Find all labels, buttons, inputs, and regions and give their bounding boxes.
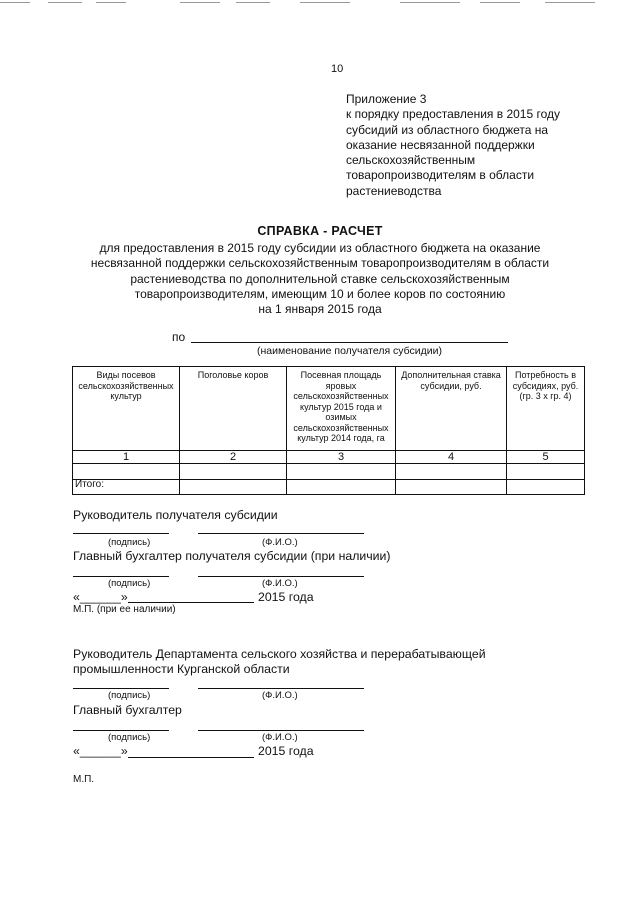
subtitle-line: товаропроизводителям, имеющим 10 и более коров по состоянию bbox=[134, 286, 506, 301]
signature-caption: (подпись) bbox=[108, 537, 151, 548]
subtitle-line: для предоставления в 2015 году субсидии из областного бюджета на оказание bbox=[99, 241, 541, 255]
recipient-head-label: Руководитель получателя субсидии bbox=[73, 508, 278, 522]
table-cell[interactable] bbox=[180, 464, 287, 480]
column-header: Поголовье коров bbox=[180, 367, 287, 451]
table-header-row bbox=[73, 367, 585, 451]
total-label: Итого: bbox=[73, 480, 180, 495]
column-number: 3 bbox=[287, 451, 396, 464]
table-cell[interactable] bbox=[180, 480, 287, 495]
signature-line[interactable] bbox=[73, 688, 169, 689]
table-row bbox=[73, 464, 585, 480]
table-cell[interactable] bbox=[287, 464, 396, 480]
name-line[interactable] bbox=[198, 533, 364, 534]
column-number: 4 bbox=[396, 451, 507, 464]
date-year: 2015 года bbox=[258, 590, 314, 604]
subtitle-line: растениеводства по дополнительной ставке сельскохозяйственным bbox=[130, 271, 510, 286]
column-header: Посевная площадь яровых сельскохозяйственных культур 2015 года и озимых сельскохозяйственных культур 2014 года, га bbox=[287, 367, 396, 451]
annex-line: к порядку предоставления в 2015 году bbox=[346, 107, 561, 122]
signature-caption: (подпись) bbox=[108, 578, 151, 589]
annex-line: товаропроизводителям в области bbox=[346, 168, 535, 183]
name-caption: (Ф.И.О.) bbox=[262, 690, 298, 701]
table-cell[interactable] bbox=[507, 464, 585, 480]
column-number: 1 bbox=[73, 451, 180, 464]
annex-line: растениеводства bbox=[346, 183, 442, 198]
dept-accountant-label: Главный бухгалтер bbox=[73, 703, 182, 717]
date-year: 2015 года bbox=[258, 744, 314, 758]
recipient-accountant-label: Главный бухгалтер получателя субсидии (при наличии) bbox=[73, 549, 391, 563]
table-cell[interactable] bbox=[396, 464, 507, 480]
document-title: СПРАВКА - РАСЧЕТ bbox=[257, 224, 383, 238]
name-caption: (Ф.И.О.) bbox=[262, 732, 298, 743]
column-number-row bbox=[73, 451, 585, 464]
date-open: «______» bbox=[73, 590, 128, 604]
recipient-caption: (наименование получателя субсидии) bbox=[256, 345, 443, 357]
annex-line: Приложение 3 bbox=[346, 92, 427, 106]
signature-caption: (подпись) bbox=[108, 690, 151, 701]
signature-line[interactable] bbox=[73, 730, 169, 731]
annex-block bbox=[346, 92, 596, 199]
annex-line: сельскохозяйственным bbox=[346, 153, 476, 168]
column-number: 2 bbox=[180, 451, 287, 464]
annex-line: субсидий из областного бюджета на bbox=[346, 122, 549, 137]
top-edge-marks bbox=[0, 0, 640, 6]
table-cell[interactable] bbox=[73, 464, 180, 480]
recipient-name-field[interactable] bbox=[191, 342, 508, 343]
stamp-label: М.П. bbox=[73, 774, 95, 785]
recipient-label: по bbox=[172, 330, 186, 344]
document-subtitle bbox=[60, 241, 580, 317]
name-line[interactable] bbox=[198, 688, 364, 689]
dept-head-label-line2: промышленности Курганской области bbox=[73, 662, 290, 676]
date-open: «______» bbox=[73, 744, 128, 758]
dept-head-label-line1: Руководитель Департамента сельского хозяйства и перерабатывающей bbox=[73, 647, 486, 661]
table-cell[interactable] bbox=[287, 480, 396, 495]
table-cell[interactable] bbox=[507, 480, 585, 495]
name-caption: (Ф.И.О.) bbox=[262, 578, 298, 589]
column-header: Виды посевов сельскохозяйственных культур bbox=[73, 367, 180, 451]
signature-caption: (подпись) bbox=[108, 732, 151, 743]
date-month-line[interactable] bbox=[128, 757, 254, 758]
annex-line: оказание несвязанной поддержки bbox=[346, 137, 535, 152]
name-line[interactable] bbox=[198, 730, 364, 731]
table-cell[interactable] bbox=[396, 480, 507, 495]
subtitle-line: на 1 января 2015 года bbox=[258, 302, 382, 317]
column-header: Потребность в субсидиях, руб. (гр. 3 х гр. 4) bbox=[507, 367, 585, 451]
name-line[interactable] bbox=[198, 576, 364, 577]
calculation-table bbox=[72, 366, 585, 495]
signature-line[interactable] bbox=[73, 576, 169, 577]
stamp-optional-label: М.П. (при ее наличии) bbox=[73, 604, 176, 615]
name-caption: (Ф.И.О.) bbox=[262, 537, 298, 548]
column-number: 5 bbox=[507, 451, 585, 464]
total-row bbox=[73, 480, 585, 495]
signature-line[interactable] bbox=[73, 533, 169, 534]
column-header: Дополнительная ставка субсидии, руб. bbox=[396, 367, 507, 451]
page-number: 10 bbox=[331, 63, 344, 75]
subtitle-line: несвязанной поддержки сельскохозяйственным товаропроизводителям в области bbox=[90, 256, 550, 271]
date-month-line[interactable] bbox=[128, 602, 254, 603]
